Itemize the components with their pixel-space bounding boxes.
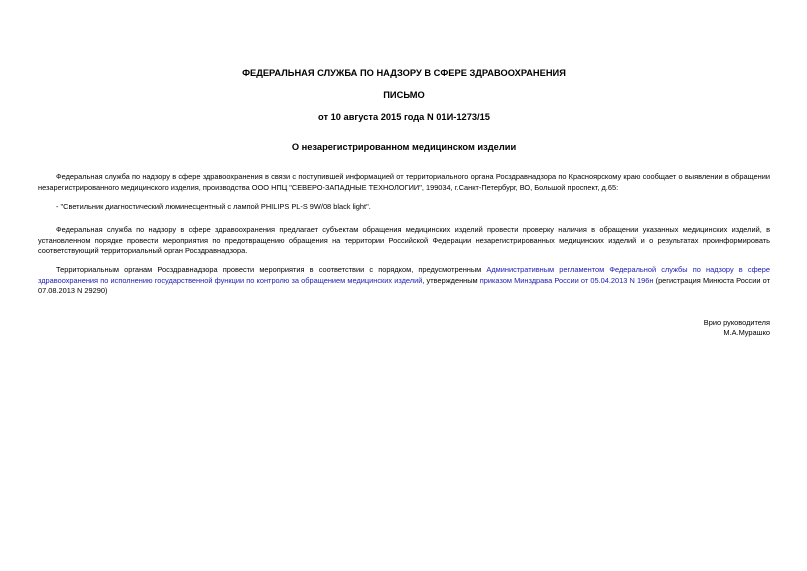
instructions-text-end: (регистрация Минюста России от 07.08.2013 N 29290) (38, 275, 770, 296)
paragraph-device-item: - "Светильник диагностический люминесцентный с лампой PHILIPS PL-S 9W/08 black light". (56, 202, 371, 211)
paragraph-notice: Федеральная служба по надзору в сфере здравоохранения в связи с поступившей информацией от территориального органа Росздравнадзора по Красноярскому краю сообщает о выявлении в обращении незарегистрированного медицинского изделия, производства ООО НПЦ "СЕВЕРО-ЗАПАДНЫЕ ТЕХНОЛОГИИ", 199034, г.Санкт-Петербург, ВО, Большой проспект, д.65: (38, 172, 770, 192)
paragraph-proposal: Федеральная служба по надзору в сфере здравоохранения предлагает субъектам обращения медицинских изделий провести проверку наличия в обращении указанных медицинских изделий, в установленном порядке провести мероприятия по предотвращению обращения на территории Российской Федерации незарегистрированных медицинских изделий и о результатах проинформировать соответствующий территориальный орган Росздравнадзора. (38, 225, 770, 256)
document-date-number: от 10 августа 2015 года N 01И-1273/15 (318, 112, 490, 122)
instructions-text-middle: , утвержденным (422, 275, 480, 285)
document-subject: О незарегистрированном медицинском изделии (291, 142, 517, 152)
document-page (38, 0, 770, 571)
paragraph-instructions (38, 265, 770, 297)
signature-position: Врио руководителя (703, 318, 770, 327)
signature-name: М.А.Мурашко (723, 328, 770, 337)
instructions-text-start: Территориальным органам Росздравнадзора провести мероприятия в соответствии с порядком, предусмотренным (56, 265, 487, 274)
regulation-link[interactable]: Административным регламентом Федеральной службы по надзору в сфере здравоохранения по исполнению государственной функции по контролю за обращением медицинских изделий (38, 265, 770, 285)
document-type: ПИСЬМО (383, 90, 425, 100)
order-link[interactable]: приказом Минздрава России от 05.04.2013 N 196н (479, 275, 654, 285)
agency-title: ФЕДЕРАЛЬНАЯ СЛУЖБА ПО НАДЗОРУ В СФЕРЕ ЗДРАВООХРАНЕНИЯ (242, 68, 566, 78)
